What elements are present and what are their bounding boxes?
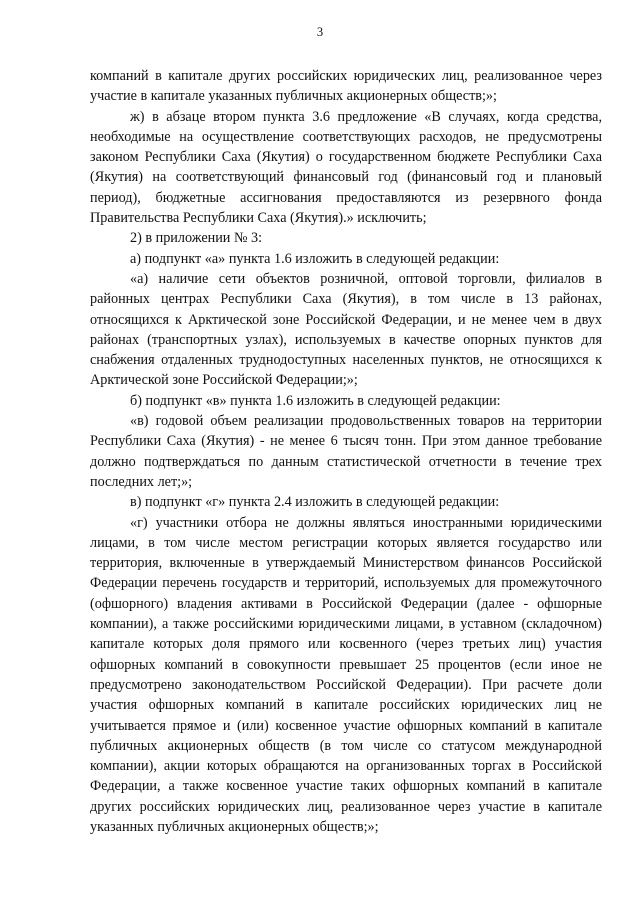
paragraph-quote-g: «г) участники отбора не должны являться иностранными юридическими лицами, в том числе местом регистрации которых является государство или территория, включенные в утверждаемый Министерством финансов Российской Федерации перечень государств и территорий, используемых для промежуточного (офшорного) владения активами в Российской Федерации (далее - офшорные компании), а также российскими юридическими лицами, в уставном (складочном) капитале которых доля прямого или косвенного (через третьих лиц) участия офшорных компаний в совокупности превышает 25 процентов (если иное не предусмотрено законодательством Российской Федерации). При расчете доли участия офшорных компаний в капитале российских юридических лиц не учитывается прямое и (или) косвенное участие офшорных компаний в капитале публичных акционерных обществ (в том числе со статусом международной компании), акции которых обращаются на организованных торгах в Российской Федерации, а также косвенное участие таких офшорных компаний в капитале других российских юридических лиц, реализованное через участие в капитале указанных публичных акционерных обществ;»; xyxy=(90,514,602,835)
paragraph-continuation: компаний в капитале других российских юридических лиц, реализованное через участие в капитале указанных публичных акционерных обществ;»; xyxy=(90,68,602,105)
paragraph-subitem-a: а) подпункт «а» пункта 1.6 изложить в следующей редакции: xyxy=(130,250,500,267)
paragraph-quote-a: «а) наличие сети объектов розничной, оптовой торговли, филиалов в районных центрах Республики Саха (Якутия), в том числе в 13 районах, относящихся к Арктической зоне Российской Федерации, и не менее чем в двух районах (транспортных узлах), используемых в качестве опорных пунктов для снабжения отдаленных труднодоступных населенных пунктов, не относящихся к Арктической зоне Российской Федерации;»; xyxy=(90,270,602,389)
paragraph-quote-v: «в) годовой объем реализации продовольственных товаров на территории Республики Саха (Якутия) - не менее 6 тысяч тонн. При этом данное требование должно подтверждаться по данным статистической отчетности в течение трех последних лет;»; xyxy=(90,413,602,490)
page-number: 3 xyxy=(316,25,324,39)
paragraph-subitem-b: б) подпункт «в» пункта 1.6 изложить в следующей редакции: xyxy=(130,392,501,409)
paragraph-item-zh: ж) в абзаце втором пункта 3.6 предложение «В случаях, когда средства, необходимые на осуществление соответствующих расходов, не предусмотрены законом Республики Саха (Якутия) о государственном бюджете Республики Саха (Якутия) на соответствующий финансовый год (финансовый год и плановый период), бюджетные ассигнования предоставляются из резервного фонда Правительства Республики Саха (Якутия).» исключить; xyxy=(90,108,602,227)
paragraph-subitem-v: в) подпункт «г» пункта 2.4 изложить в следующей редакции: xyxy=(130,494,500,511)
paragraph-item-2: 2) в приложении № 3: xyxy=(130,230,263,247)
document-body xyxy=(90,66,602,837)
